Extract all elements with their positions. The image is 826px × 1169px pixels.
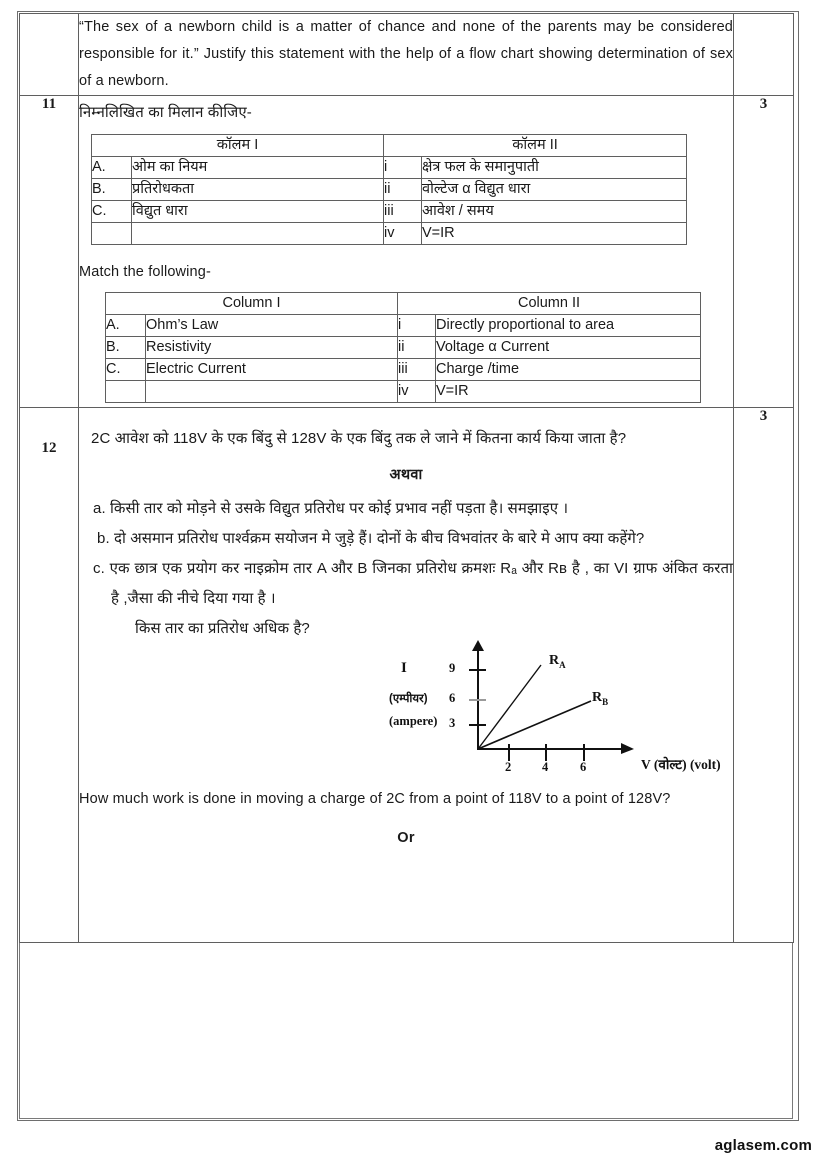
- english-right: Charge /time: [436, 359, 701, 381]
- english-left: [146, 381, 398, 403]
- match-table-english: [105, 292, 701, 403]
- english-rom: ii: [398, 337, 436, 359]
- match-row: [92, 157, 687, 179]
- q12-option-c-question: किस तार का प्रतिरोध अधिक है?: [135, 620, 310, 637]
- graph-xtick-label-2: 2: [505, 760, 512, 774]
- hindi-key: C.: [92, 201, 132, 223]
- hindi-rom: ii: [384, 179, 422, 201]
- match-row: [106, 381, 701, 403]
- hindi-col2-header: कॉलम II: [384, 135, 687, 157]
- english-key: [106, 381, 146, 403]
- english-right: Voltage α Current: [436, 337, 701, 359]
- marks-value: [734, 14, 794, 96]
- marks-value-12: 3: [734, 408, 794, 943]
- graph-series-label-RA: [549, 653, 566, 670]
- match-english-lead: Match the following-: [79, 264, 211, 280]
- english-key: C.: [106, 359, 146, 381]
- hindi-right: आवेश / समय: [422, 201, 687, 223]
- match-row: [106, 337, 701, 359]
- hindi-right: क्षेत्र फल के समानुपाती: [422, 157, 687, 179]
- graph-ytick-label-6: 6: [449, 691, 456, 705]
- graph-ytick-label-3: 3: [449, 716, 456, 730]
- match-row: [92, 179, 687, 201]
- graph-xtick-label-6: 6: [580, 760, 587, 774]
- question-table: [19, 13, 794, 943]
- hindi-key: [92, 223, 132, 245]
- graph-series-label-RB: [592, 690, 608, 707]
- graph-xtick-label-4: 4: [542, 760, 549, 774]
- match-row: [92, 223, 687, 245]
- english-rom: iii: [398, 359, 436, 381]
- english-key: B.: [106, 337, 146, 359]
- table-row: [20, 14, 794, 96]
- hindi-left: [132, 223, 384, 245]
- q12-bottom-spacer: [79, 856, 733, 942]
- question-body: [79, 14, 734, 96]
- question-number-11: 11: [20, 96, 79, 408]
- match-row: [92, 201, 687, 223]
- english-rom: i: [398, 315, 436, 337]
- q12-english-main: How much work is done in moving a charge of 2C from a point of 118V to a point of 128V?: [79, 791, 671, 807]
- q12-option-b: b. दो असमान प्रतिरोध पार्श्वक्रम सयोजन मे जुड़े हैं। दोनों के बीच विभवांतर के बारे मे आप क्या कहेंगे?: [97, 530, 645, 547]
- graph-y-unit-hindi: (एम्पीयर): [389, 693, 428, 705]
- match-header-row: [106, 293, 701, 315]
- question-body-11: [79, 96, 734, 408]
- vi-graph: [389, 648, 729, 774]
- hindi-right: V=IR: [422, 223, 687, 245]
- q12-option-a: a. किसी तार को मोड़ने से उसके विद्युत प्रतिरोध पर कोई प्रभाव नहीं पड़ता है। समझाइए ।: [93, 500, 569, 517]
- english-left: Electric Current: [146, 359, 398, 381]
- q12-or-hindi: अथवा: [389, 467, 423, 483]
- hindi-key: A.: [92, 157, 132, 179]
- hindi-rom: iv: [384, 223, 422, 245]
- hindi-right: वोल्टेज α विद्युत धारा: [422, 179, 687, 201]
- graph-line-RB: [478, 701, 591, 749]
- graph-y-axis-label: I: [401, 660, 407, 676]
- hindi-left: प्रतिरोधकता: [132, 179, 384, 201]
- match-row: [106, 359, 701, 381]
- graph-series-RB-sub: B: [602, 696, 609, 707]
- match-hindi-lead: निम्नलिखित का मिलान कीजिए-: [79, 104, 252, 121]
- q12-option-c: c. एक छात्र एक प्रयोग कर नाइक्रोम तार A और B जिनका प्रतिरोध क्रमशः Rₐ और Rʙ है , का VI ग्राफ अंकित करता है ,जैसा की नीचे दिया गया है ।: [93, 560, 733, 607]
- english-rom: iv: [398, 381, 436, 403]
- hindi-rom: iii: [384, 201, 422, 223]
- english-right: V=IR: [436, 381, 701, 403]
- graph-x-axis-label: V (वोल्ट) (volt): [641, 757, 721, 772]
- graph-ytick-label-9: 9: [449, 661, 456, 675]
- question-number-12: 12: [20, 408, 79, 943]
- hindi-left: विद्युत धारा: [132, 201, 384, 223]
- match-row: [106, 315, 701, 337]
- english-left: Ohm’s Law: [146, 315, 398, 337]
- graph-series-RA-sub: A: [559, 659, 566, 670]
- q12-or-english: Or: [397, 830, 415, 846]
- q12-hindi-main: 2C आवेश को 118V के एक बिंदु से 128V के एक बिंदु तक ले जाने में कितना कार्य किया जाता है?: [91, 430, 627, 447]
- graph-series-RB-base: R: [592, 690, 603, 705]
- hindi-rom: i: [384, 157, 422, 179]
- graph-y-unit-english: (ampere): [389, 714, 438, 728]
- english-col1-header: Column I: [106, 293, 398, 315]
- graph-series-RA-base: R: [549, 653, 560, 668]
- hindi-key: B.: [92, 179, 132, 201]
- match-header-row: [92, 135, 687, 157]
- english-key: A.: [106, 315, 146, 337]
- bottom-watermark: aglasem.com: [714, 1137, 812, 1154]
- table-row: [20, 408, 794, 943]
- carryover-paragraph: “The sex of a newborn child is a matter of chance and none of the parents may be considered responsible for it.” Justify this statement with the help of a flow chart showing determination of sex of a newborn.: [79, 19, 733, 89]
- english-left: Resistivity: [146, 337, 398, 359]
- question-body-12: [79, 408, 734, 943]
- marks-value-11: 3: [734, 96, 794, 408]
- english-right: Directly proportional to area: [436, 315, 701, 337]
- english-col2-header: Column II: [398, 293, 701, 315]
- match-table-hindi: [91, 134, 687, 245]
- hindi-left: ओम का नियम: [132, 157, 384, 179]
- table-row: [20, 96, 794, 408]
- question-number: [20, 14, 79, 96]
- hindi-col1-header: कॉलम I: [92, 135, 384, 157]
